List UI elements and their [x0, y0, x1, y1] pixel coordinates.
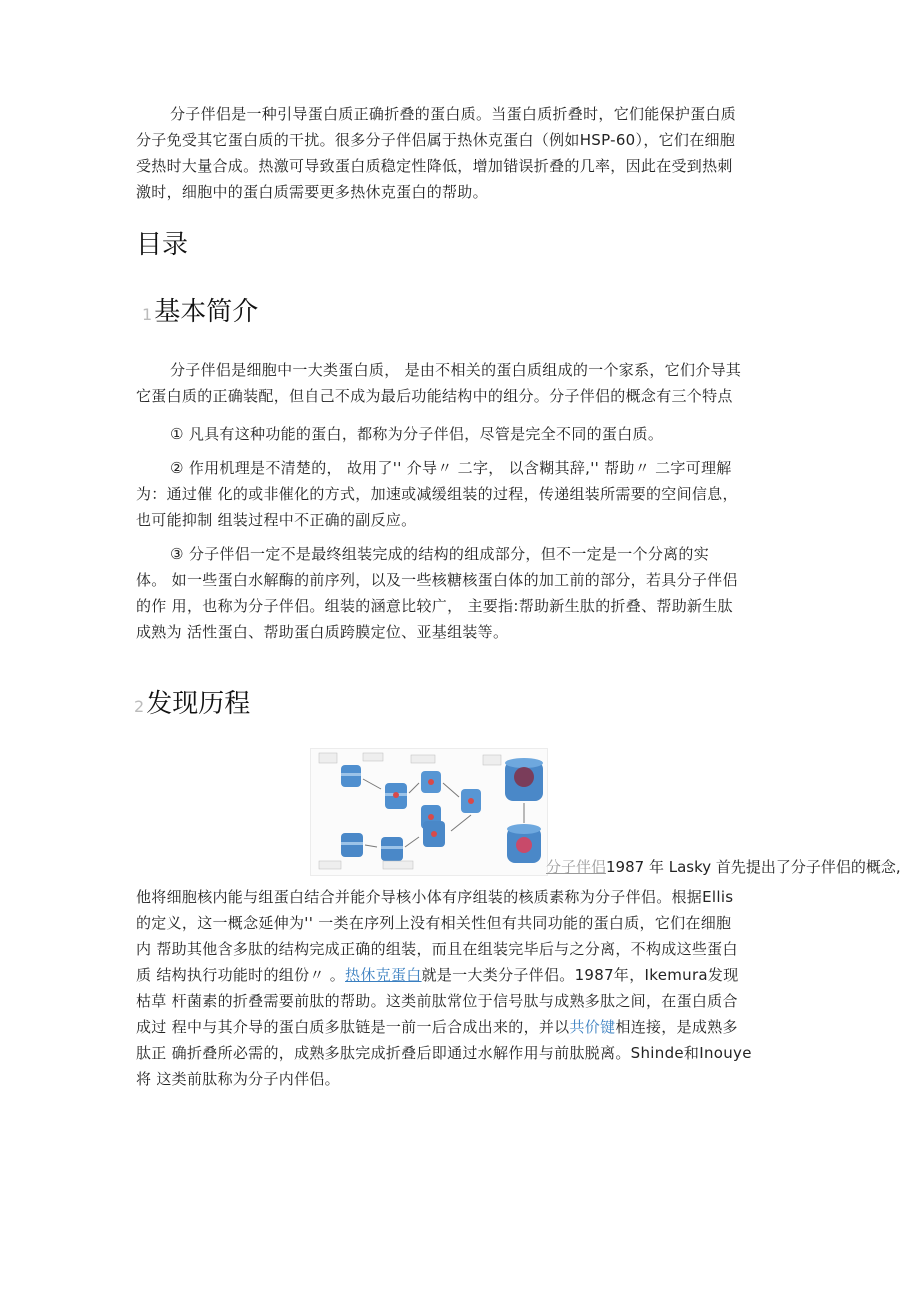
chaperone-diagram-image	[310, 748, 548, 876]
section-2-number: 2	[134, 697, 145, 716]
line-text: 质 结构执行功能时的组份〃 。	[136, 966, 346, 984]
section-1-paragraph	[136, 357, 790, 409]
section-1-number: 1	[142, 305, 153, 324]
section-2-paragraph	[136, 884, 790, 1092]
feature-line: ② 作用机理是不清楚的， 故用了'' 介导〃 二字， 以含糊其辞,'' 帮助〃 二字可理解	[170, 459, 732, 477]
chaperonin-barrel-icon	[341, 833, 363, 857]
chaperonin-barrel-icon	[385, 783, 407, 809]
paragraph-line: 他将细胞核内能与组蛋白结合并能介导核小体有序组装的核质素称为分子伴侣。根据Ellis	[136, 888, 734, 906]
feature-line: 的作 用，也称为分子伴侣。组装的涵意比较广， 主要指:帮助新生肽的折叠、帮助新生肽	[136, 597, 733, 615]
section-1-heading	[142, 295, 258, 332]
section-1-title: 基本简介	[154, 297, 259, 327]
intro-line: 分子免受其它蛋白质的干扰。很多分子伴侣属于热休克蛋白（例如HSP-60），它们在细胞	[136, 131, 736, 149]
feature-line: ① 凡具有这种功能的蛋白，都称为分子伴侣，尽管是完全不同的蛋白质。	[170, 425, 664, 443]
chaperonin-barrel-icon	[505, 758, 543, 801]
heat-shock-protein-link[interactable]: 热休克蛋白	[345, 966, 422, 984]
paragraph-line: 的定义，这一概念延伸为'' 一类在序列上没有相关性但有共同功能的蛋白质，它们在细胞	[136, 914, 732, 932]
caption-text: 1987 年 Lasky 首先提出了分子伴侣的概念,	[606, 858, 901, 876]
toc-heading: 目录	[136, 230, 189, 260]
paragraph-line: 它蛋白质的正确装配，但自己不成为最后功能结构中的组分。分子伴侣的概念有三个特点	[136, 387, 733, 405]
chaperonin-barrel-icon	[421, 771, 441, 793]
figure-caption-line	[546, 854, 920, 880]
feature-line: 为：通过催 化的或非催化的方式，加速或减缓组装的过程，传递组装所需要的空间信息，	[136, 485, 738, 503]
section-2-title: 发现历程	[146, 689, 251, 719]
line-text: 相连接，是成熟多	[615, 1018, 738, 1036]
paragraph-line: 将 这类前肽称为分子内伴侣。	[136, 1070, 340, 1088]
covalent-bond-link[interactable]: 共价键	[569, 1018, 616, 1036]
feature-line: 体。 如一些蛋白水解酶的前序列，以及一些核糖核蛋白体的加工前的部分，若具分子伴侣	[136, 571, 738, 589]
chaperone-diagram-svg	[311, 749, 547, 875]
chaperonin-barrel-icon	[423, 821, 445, 847]
paragraph-line: 枯草 杆菌素的折叠需要前肽的帮助。这类前肽常位于信号肽与成熟多肽之间，在蛋白质合	[136, 992, 738, 1010]
feature-line: 成熟为 活性蛋白、帮助蛋白质跨膜定位、亚基组装等。	[136, 623, 509, 641]
paragraph-line: 肽正 确折叠所必需的，成熟多肽完成折叠后即通过水解作用与前肽脱离。Shinde和Inouye	[136, 1044, 752, 1062]
section-2-heading	[134, 687, 250, 724]
feature-line: 也可能抑制 组装过程中不正确的副反应。	[136, 511, 417, 529]
paragraph-line: 分子伴侣是细胞中一大类蛋白质， 是由不相关的蛋白质组成的一个家系，它们介导其	[170, 361, 742, 379]
chaperonin-barrel-icon	[507, 824, 541, 863]
intro-line: 激时，细胞中的蛋白质需要更多热休克蛋白的帮助。	[136, 183, 488, 201]
chaperonin-barrel-icon	[461, 789, 481, 813]
chaperonin-barrel-icon	[381, 837, 403, 861]
intro-line: 受热时大量合成。热激可导致蛋白质稳定性降低，增加错误折叠的几率，因此在受到热刺	[136, 157, 733, 175]
feature-item-2	[136, 455, 790, 533]
line-text: 就是一大类分子伴侣。1987年，Ikemura发现	[421, 966, 739, 984]
feature-item-3	[136, 541, 790, 645]
intro-line: 分子伴侣是一种引导蛋白质正确折叠的蛋白质。当蛋白质折叠时，它们能保护蛋白质	[170, 105, 737, 123]
intro-paragraph	[136, 101, 790, 205]
chaperonin-barrel-icon	[341, 765, 361, 787]
paragraph-line: 内 帮助其他含多肽的结构完成正确的组装，而且在组装完毕后与之分离，不构成这些蛋白	[136, 940, 738, 958]
line-text: 成过 程中与其介导的蛋白质多肽链是一前一后合成出来的，并以	[136, 1018, 570, 1036]
figure-caption-link[interactable]: 分子伴侣	[546, 858, 607, 876]
paragraph-line	[136, 1014, 790, 1040]
feature-item-1	[136, 421, 790, 447]
paragraph-line	[136, 962, 790, 988]
feature-line: ③ 分子伴侣一定不是最终组装完成的结构的组成部分，但不一定是一个分离的实	[170, 545, 710, 563]
